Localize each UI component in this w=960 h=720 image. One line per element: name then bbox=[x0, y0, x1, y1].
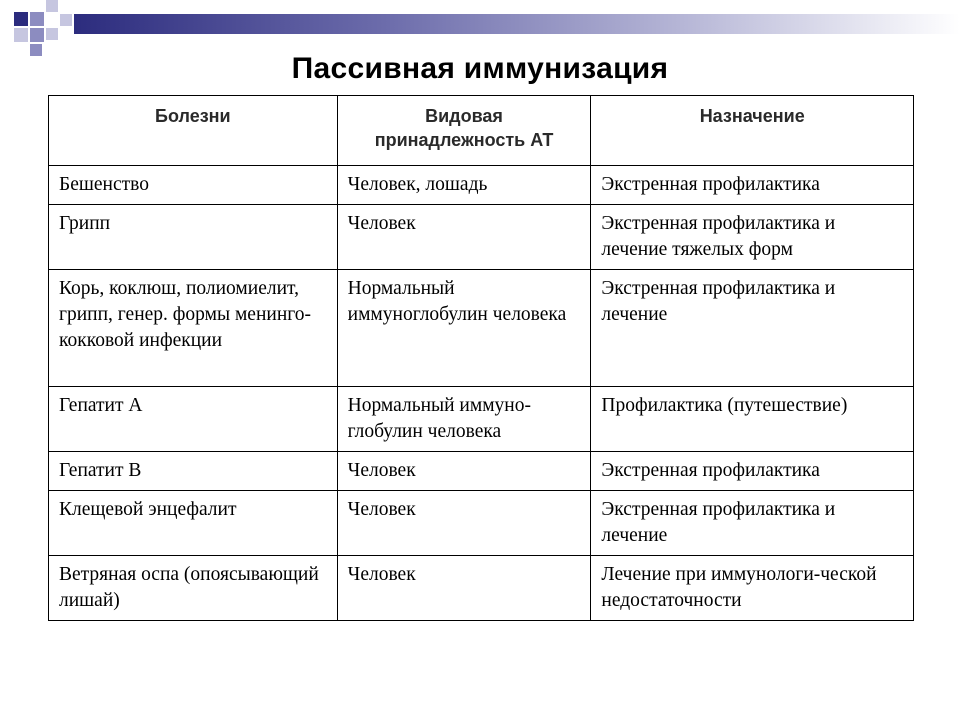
column-header-diseases: Болезни bbox=[49, 96, 338, 166]
cell-antibody-species: Человек bbox=[337, 205, 591, 270]
decor-square bbox=[46, 28, 58, 40]
table-row bbox=[49, 166, 914, 205]
cell-disease: Грипп bbox=[49, 205, 338, 270]
table-header-row bbox=[49, 96, 914, 166]
decor-square bbox=[30, 28, 44, 42]
decor-square bbox=[30, 12, 44, 26]
table-row bbox=[49, 270, 914, 387]
cell-purpose: Экстренная профилактика bbox=[591, 452, 914, 491]
decor-square bbox=[14, 12, 28, 26]
cell-antibody-species: Человек bbox=[337, 452, 591, 491]
cell-antibody-species: Нормальный иммуно-глобулин человека bbox=[337, 387, 591, 452]
cell-disease: Бешенство bbox=[49, 166, 338, 205]
cell-antibody-species: Человек bbox=[337, 556, 591, 621]
cell-purpose: Экстренная профилактика и лечение тяжелых форм bbox=[591, 205, 914, 270]
cell-disease: Гепатит В bbox=[49, 452, 338, 491]
decor-square bbox=[46, 0, 58, 12]
cell-purpose: Экстренная профилактика bbox=[591, 166, 914, 205]
column-header-purpose: Назначение bbox=[591, 96, 914, 166]
immunization-table bbox=[48, 95, 914, 621]
cell-purpose: Профилактика (путешествие) bbox=[591, 387, 914, 452]
cell-disease: Гепатит А bbox=[49, 387, 338, 452]
cell-antibody-species: Человек, лошадь bbox=[337, 166, 591, 205]
decor-square bbox=[14, 28, 28, 42]
cell-disease: Клещевой энцефалит bbox=[49, 491, 338, 556]
decor-gradient-band bbox=[74, 14, 960, 34]
table-row bbox=[49, 452, 914, 491]
decor-square bbox=[60, 14, 72, 26]
slide-decoration bbox=[0, 0, 960, 60]
table-row bbox=[49, 387, 914, 452]
cell-purpose: Лечение при иммунологи-ческой недостаточности bbox=[591, 556, 914, 621]
column-header-antibody-species: Видовая принадлежность АТ bbox=[337, 96, 591, 166]
slide-title: Пассивная иммунизация bbox=[291, 52, 669, 85]
cell-disease: Ветряная оспа (опоясывающий лишай) bbox=[49, 556, 338, 621]
cell-purpose: Экстренная профилактика и лечение bbox=[591, 270, 914, 387]
table-row bbox=[49, 556, 914, 621]
table-row bbox=[49, 491, 914, 556]
cell-antibody-species: Человек bbox=[337, 491, 591, 556]
table-row bbox=[49, 205, 914, 270]
cell-disease: Корь, коклюш, полиомиелит, грипп, генер. формы менинго-кокковой инфекции bbox=[49, 270, 338, 387]
cell-purpose: Экстренная профилактика и лечение bbox=[591, 491, 914, 556]
cell-antibody-species: Нормальный иммуноглобулин человека bbox=[337, 270, 591, 387]
